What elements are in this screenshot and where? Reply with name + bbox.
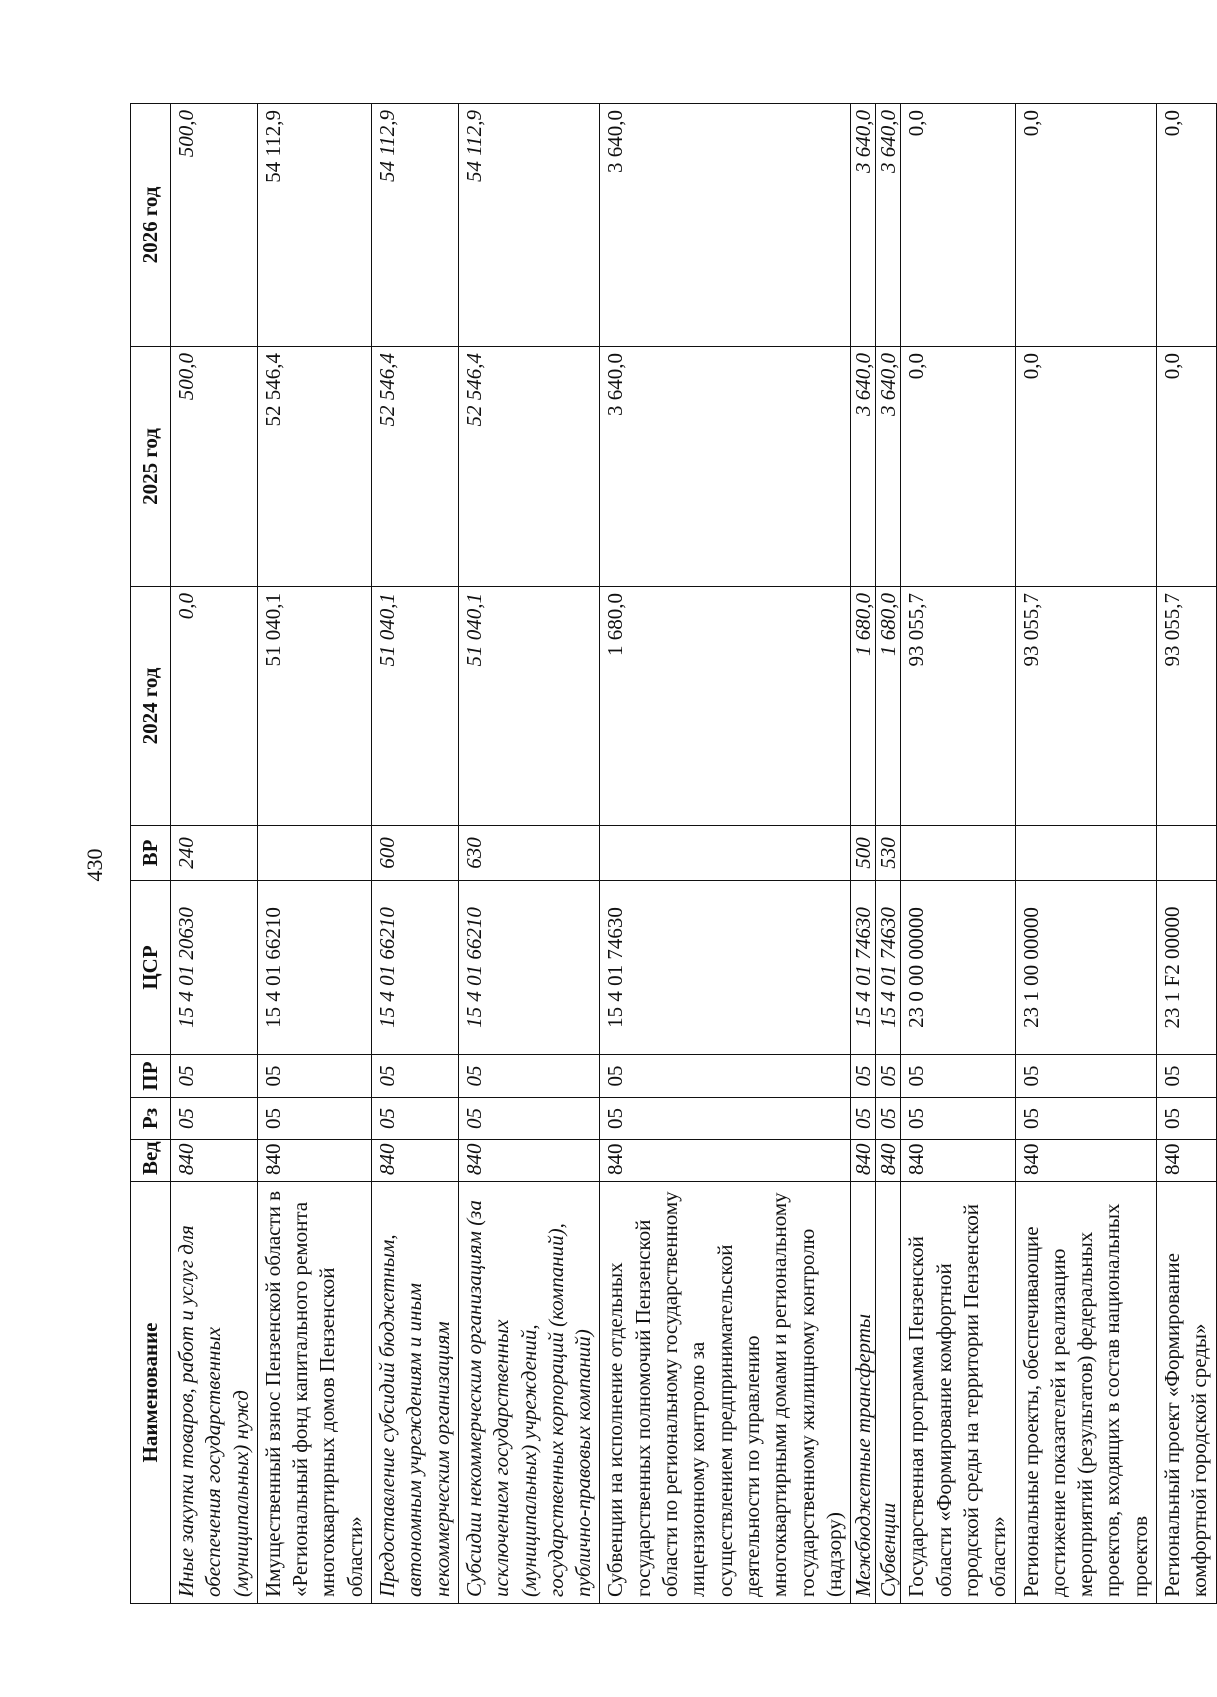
row-2025: 52 546,4 bbox=[458, 347, 599, 587]
row-2025: 3 640,0 bbox=[876, 347, 901, 587]
row-rz: 05 bbox=[257, 1098, 371, 1140]
row-pr: 05 bbox=[372, 1055, 459, 1098]
row-csr: 15 4 01 20630 bbox=[171, 881, 258, 1055]
row-name: Межбюджетные трансферты bbox=[851, 1182, 876, 1604]
row-csr: 15 4 01 66210 bbox=[372, 881, 459, 1055]
row-vr: 500 bbox=[851, 826, 876, 881]
row-rz: 05 bbox=[901, 1098, 1015, 1140]
row-ved: 840 bbox=[1015, 1140, 1156, 1182]
row-vr: 530 bbox=[876, 826, 901, 881]
row-ved: 840 bbox=[1157, 1140, 1217, 1182]
row-2026: 54 112,9 bbox=[458, 104, 599, 347]
row-rz: 05 bbox=[372, 1098, 459, 1140]
table-row bbox=[257, 104, 371, 1604]
row-pr: 05 bbox=[600, 1055, 851, 1098]
row-2026: 3 640,0 bbox=[600, 104, 851, 347]
row-pr: 05 bbox=[1157, 1055, 1217, 1098]
row-2024: 51 040,1 bbox=[372, 587, 459, 826]
row-csr: 15 4 01 74630 bbox=[876, 881, 901, 1055]
row-rz: 05 bbox=[851, 1098, 876, 1140]
row-2025: 0,0 bbox=[1015, 347, 1156, 587]
row-rz: 05 bbox=[1157, 1098, 1217, 1140]
row-vr bbox=[1157, 826, 1217, 881]
table-row bbox=[876, 104, 901, 1604]
header-csr: ЦСР bbox=[131, 881, 171, 1055]
row-name: Иные закупки товаров, работ и услуг для обеспечения государственных (муниципальных) нужд bbox=[171, 1182, 258, 1604]
row-csr: 15 4 01 74630 bbox=[851, 881, 876, 1055]
row-2026: 0,0 bbox=[1015, 104, 1156, 347]
table-row bbox=[1015, 104, 1156, 1604]
row-name: Субвенции bbox=[876, 1182, 901, 1604]
table-row bbox=[901, 104, 1015, 1604]
header-row bbox=[131, 104, 171, 1604]
row-2024: 93 055,7 bbox=[1015, 587, 1156, 826]
row-name: Региональные проекты, обеспечивающие достижение показателей и реализацию мероприятий (результатов) федеральных проектов, входящих в состав национальных проектов bbox=[1015, 1182, 1156, 1604]
row-ved: 840 bbox=[171, 1140, 258, 1182]
row-name: Региональный проект «Формирование комфортной городской среды» bbox=[1157, 1182, 1217, 1604]
row-2025: 52 546,4 bbox=[257, 347, 371, 587]
header-rz: Рз bbox=[131, 1098, 171, 1140]
row-rz: 05 bbox=[600, 1098, 851, 1140]
row-name: Предоставление субсидий бюджетным, автономным учреждениям и иным некоммерческим организациям bbox=[372, 1182, 459, 1604]
row-vr: 630 bbox=[458, 826, 599, 881]
row-csr: 23 1 F2 00000 bbox=[1157, 881, 1217, 1055]
row-vr: 240 bbox=[171, 826, 258, 881]
row-2024: 51 040,1 bbox=[458, 587, 599, 826]
row-csr: 23 1 00 00000 bbox=[1015, 881, 1156, 1055]
row-ved: 840 bbox=[372, 1140, 459, 1182]
table-row bbox=[851, 104, 876, 1604]
row-2026: 500,0 bbox=[171, 104, 258, 347]
row-2024: 1 680,0 bbox=[851, 587, 876, 826]
row-rz: 05 bbox=[1015, 1098, 1156, 1140]
table-row bbox=[171, 104, 258, 1604]
row-vr bbox=[1015, 826, 1156, 881]
table-row bbox=[458, 104, 599, 1604]
row-2025: 0,0 bbox=[901, 347, 1015, 587]
row-vr bbox=[901, 826, 1015, 881]
row-2024: 1 680,0 bbox=[876, 587, 901, 826]
row-2024: 1 680,0 bbox=[600, 587, 851, 826]
row-ved: 840 bbox=[851, 1140, 876, 1182]
row-2026: 3 640,0 bbox=[876, 104, 901, 347]
row-2024: 51 040,1 bbox=[257, 587, 371, 826]
table-row bbox=[1157, 104, 1217, 1604]
row-2024: 93 055,7 bbox=[901, 587, 1015, 826]
row-csr: 15 4 01 74630 bbox=[600, 881, 851, 1055]
row-ved: 840 bbox=[600, 1140, 851, 1182]
row-pr: 05 bbox=[901, 1055, 1015, 1098]
row-vr: 600 bbox=[372, 826, 459, 881]
row-2025: 3 640,0 bbox=[851, 347, 876, 587]
row-2026: 0,0 bbox=[1157, 104, 1217, 347]
table-row bbox=[600, 104, 851, 1604]
row-ved: 840 bbox=[257, 1140, 371, 1182]
row-vr bbox=[600, 826, 851, 881]
row-pr: 05 bbox=[876, 1055, 901, 1098]
row-2026: 54 112,9 bbox=[372, 104, 459, 347]
header-name: Наименование bbox=[131, 1182, 171, 1604]
row-vr bbox=[257, 826, 371, 881]
table-row bbox=[372, 104, 459, 1604]
header-vr: ВР bbox=[131, 826, 171, 881]
header-pr: ПР bbox=[131, 1055, 171, 1098]
row-pr: 05 bbox=[851, 1055, 876, 1098]
row-2025: 0,0 bbox=[1157, 347, 1217, 587]
header-ved: Вед bbox=[131, 1140, 171, 1182]
row-2024: 93 055,7 bbox=[1157, 587, 1217, 826]
header-2026: 2026 год bbox=[131, 104, 171, 347]
row-name: Государственная программа Пензенской области «Формирование комфортной городской среды на территории Пензенской области» bbox=[901, 1182, 1015, 1604]
rotated-page-content bbox=[130, 104, 1212, 1604]
row-2026: 0,0 bbox=[901, 104, 1015, 347]
row-2025: 500,0 bbox=[171, 347, 258, 587]
row-2025: 3 640,0 bbox=[600, 347, 851, 587]
row-2025: 52 546,4 bbox=[372, 347, 459, 587]
header-2025: 2025 год bbox=[131, 347, 171, 587]
row-csr: 15 4 01 66210 bbox=[257, 881, 371, 1055]
row-rz: 05 bbox=[876, 1098, 901, 1140]
row-ved: 840 bbox=[901, 1140, 1015, 1182]
row-pr: 05 bbox=[1015, 1055, 1156, 1098]
page-number: 430 bbox=[82, 848, 107, 882]
row-name: Имущественный взнос Пензенской области в «Региональный фонд капитального ремонта многоквартирных домов Пензенской области» bbox=[257, 1182, 371, 1604]
row-pr: 05 bbox=[171, 1055, 258, 1098]
budget-table bbox=[130, 103, 1217, 1604]
row-csr: 23 0 00 00000 bbox=[901, 881, 1015, 1055]
row-pr: 05 bbox=[257, 1055, 371, 1098]
header-2024: 2024 год bbox=[131, 587, 171, 826]
row-2026: 3 640,0 bbox=[851, 104, 876, 347]
row-2024: 0,0 bbox=[171, 587, 258, 826]
row-ved: 840 bbox=[458, 1140, 599, 1182]
row-rz: 05 bbox=[458, 1098, 599, 1140]
row-pr: 05 bbox=[458, 1055, 599, 1098]
row-rz: 05 bbox=[171, 1098, 258, 1140]
row-csr: 15 4 01 66210 bbox=[458, 881, 599, 1055]
row-name: Субсидии некоммерческим организациям (за исключением государственных (муниципальных) учреждений, государственных корпораций (компаний), публично-правовых компаний) bbox=[458, 1182, 599, 1604]
row-ved: 840 bbox=[876, 1140, 901, 1182]
row-2026: 54 112,9 bbox=[257, 104, 371, 347]
row-name: Субвенции на исполнение отдельных государственных полномочий Пензенской области по региональному государственному лицензионному контролю за осуществлением предпринимательской деятельности по управлению многоквартирными домами и региональному государственному жилищному контролю (надзору) bbox=[600, 1182, 851, 1604]
